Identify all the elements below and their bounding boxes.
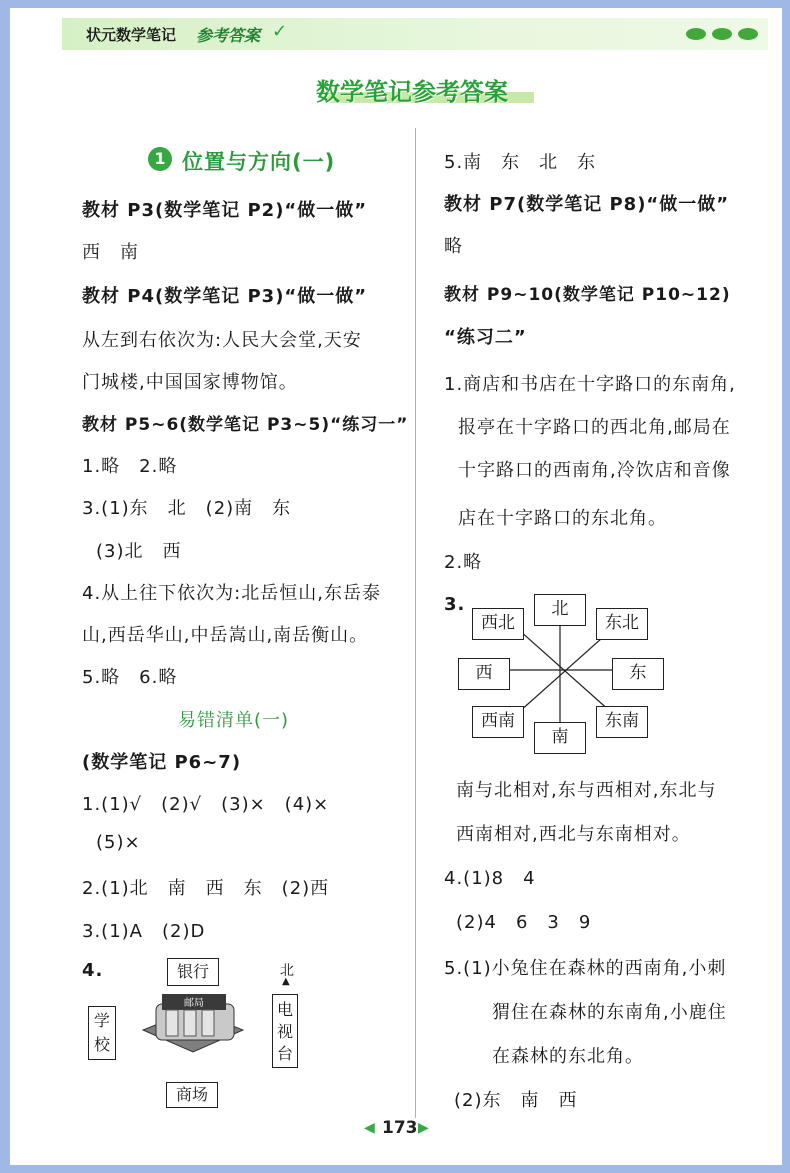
north-arrow-icon: ▲ xyxy=(282,976,291,987)
post-office-sign: 邮局 xyxy=(184,998,204,1009)
section-number-icon: 1 xyxy=(148,147,172,171)
answer-line: 1.(1)√ (2)√ (3)× (4)× xyxy=(82,794,330,815)
bank-label: 银行 xyxy=(167,958,219,986)
column-divider xyxy=(415,128,416,1118)
answer-line: 山,西岳华山,中岳嵩山,南岳衡山。 xyxy=(82,625,369,646)
answer-line: 5.南 东 北 东 xyxy=(444,152,597,173)
answer-line: 1.商店和书店在十字路口的东南角, xyxy=(444,374,736,395)
answer-line: 5.略 6.略 xyxy=(82,667,178,688)
section-title: 位置与方向(一) xyxy=(182,150,336,174)
tv-station-label: 电视台 xyxy=(272,994,298,1068)
answer-label: 参考答案 xyxy=(196,26,261,45)
mall-label: 商场 xyxy=(166,1082,218,1108)
page-title: 数学笔记参考答案 xyxy=(316,78,508,106)
answer-line: 教材 P5~6(数学笔记 P3~5)“练习一” xyxy=(82,415,409,435)
answer-line: 4.(1)8 4 xyxy=(444,868,536,889)
answer-line: 教材 P4(数学笔记 P3)“做一做” xyxy=(82,286,368,307)
decor-dots xyxy=(686,28,758,40)
answer-line: 十字路口的西南角,冷饮店和音像 xyxy=(458,460,731,481)
answer-line: (数学笔记 P6~7) xyxy=(82,752,242,773)
answer-line: 2.略 xyxy=(444,552,483,573)
compass-west: 西 xyxy=(458,658,510,690)
answer-line: 教材 P3(数学笔记 P2)“做一做” xyxy=(82,200,368,221)
answer-line: 南与北相对,东与西相对,东北与 xyxy=(456,780,717,801)
answer-line: 猬住在森林的东南角,小鹿住 xyxy=(492,1002,727,1023)
book-title: 状元数学笔记 xyxy=(86,26,177,44)
answer-line: 西 南 xyxy=(82,242,139,263)
compass-northwest: 西北 xyxy=(472,608,524,640)
leaf-icon xyxy=(712,28,732,40)
answer-line: 门城楼,中国国家博物馆。 xyxy=(82,372,298,393)
answer-line: 报亭在十字路口的西北角,邮局在 xyxy=(458,417,731,438)
compass-east: 东 xyxy=(612,658,664,690)
answer-line: 2.(1)北 南 西 东 (2)西 xyxy=(82,878,330,899)
page-header xyxy=(62,18,768,50)
answer-line: 4.从上往下依次为:北岳恒山,东岳泰 xyxy=(82,583,381,604)
post-office-building xyxy=(138,990,248,1060)
answer-line: 从左到右依次为:人民大会堂,天安 xyxy=(82,330,362,351)
answer-line: 西南相对,西北与东南相对。 xyxy=(456,824,691,845)
school-label: 学校 xyxy=(88,1006,116,1060)
answer-line: (3)北 西 xyxy=(96,541,182,562)
north-label: 北 xyxy=(280,963,295,979)
answer-line: 3. xyxy=(444,594,466,615)
leaf-icon xyxy=(686,28,706,40)
leaf-icon xyxy=(738,28,758,40)
check-icon: ✓ xyxy=(272,21,288,42)
compass-southwest: 西南 xyxy=(472,706,524,738)
answer-line: 4. xyxy=(82,960,104,981)
next-arrow-icon: ▶ xyxy=(418,1120,429,1136)
answer-line: 5.(1)小兔住在森林的西南角,小刺 xyxy=(444,958,727,979)
answer-line: 3.(1)东 北 (2)南 东 xyxy=(82,498,292,519)
subsection-title: 易错清单(一) xyxy=(178,710,290,731)
page-number: 173 xyxy=(382,1118,418,1138)
answer-line: “练习二” xyxy=(444,327,527,348)
answer-line: 略 xyxy=(444,236,463,257)
answer-line: (5)× xyxy=(96,832,141,853)
answer-line: 1.略 2.略 xyxy=(82,456,178,477)
answer-line: (2)4 6 3 9 xyxy=(456,912,592,933)
answer-line: 店在十字路口的东北角。 xyxy=(458,508,667,529)
answer-line: 教材 P9~10(数学笔记 P10~12) xyxy=(444,285,731,305)
prev-arrow-icon: ◀ xyxy=(364,1120,375,1136)
answer-line: 教材 P7(数学笔记 P8)“做一做” xyxy=(444,194,730,215)
compass-south: 南 xyxy=(534,722,586,754)
answer-line: 3.(1)A (2)D xyxy=(82,921,206,942)
answer-line: 在森林的东北角。 xyxy=(492,1046,644,1067)
answer-line: (2)东 南 西 xyxy=(454,1090,578,1111)
compass-northeast: 东北 xyxy=(596,608,648,640)
compass-southeast: 东南 xyxy=(596,706,648,738)
compass-north: 北 xyxy=(534,594,586,626)
